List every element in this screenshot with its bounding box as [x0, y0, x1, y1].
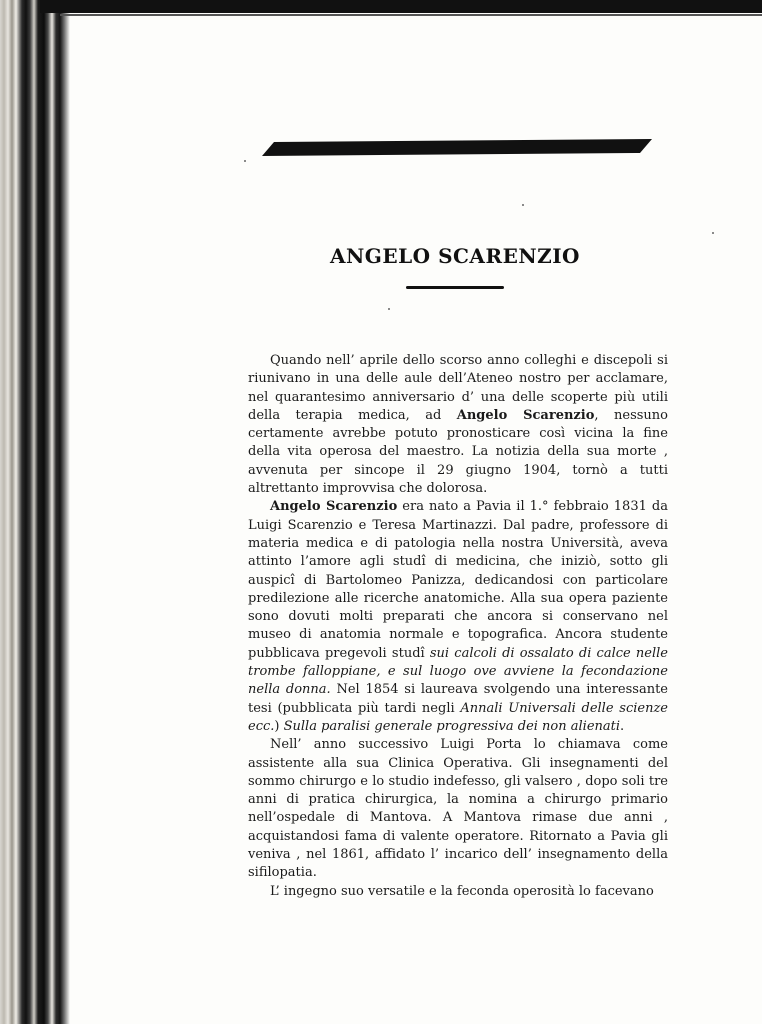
text-run: era nato a Pavia il 1.° febbraio 1831 da Luigi Scarenzio e Teresa Martinazzi. Dal padre, professore di materia medica e di patologia nella nostra Università, aveva attinto l’amore agli studî di medicina, che iniziò, sotto gli auspicî di Bartolomeo Panizza, dedicandosi con particolare predilezione alle ricerche anatomiche. Alla sua opera paziente sono dovuti molti preparati che ancora si conservano nel museo di anatomia normale e topografica. Ancora studente pubblicava pregevoli studî: [248, 499, 668, 661]
italic-run: sui calcoli di ossalato di calce nelle trombe falloppiane, e sul luogo ove avviene la fecondazione nella donna.: [248, 645, 668, 698]
bold-run: Angelo Scarenzio: [456, 407, 595, 423]
text-run: L’ ingegno suo versatile e la feconda operosità lo facevano: [270, 883, 654, 899]
italic-run: Annali Universali delle scienze ecc.: [248, 700, 668, 734]
paragraph: [248, 883, 668, 901]
page-title: ANGELO SCARENZIO: [330, 244, 580, 268]
speck: [712, 232, 714, 234]
text-run: , nessuno certamente avrebbe potuto pronosticare così vicina la fine della vita operosa del maestro. La notizia della sua morte , avvenuta per sincope il 29 giugno 1904, tornò a tutti altrettanto improvvisa che dolorosa.: [248, 407, 668, 497]
text-run: ): [274, 718, 284, 734]
italic-run: Sulla paralisi generale progressiva dei non alienati: [283, 718, 621, 734]
text-run: Nell’ anno successivo Luigi Porta lo chiamava come assistente alla sua Clinica Operativa. Gli insegnamenti del sommo chirurgo e lo studio indefesso, gli valsero , dopo soli tre anni di pratica chirurgica, la nomina a chirurgo primario nell’ospedale di Mantova. A Mantova rimase due anni , acquistandosi fama di valente operatore. Ritornato a Pavia gli veniva , nel 1861, affidato l’ incarico dell’ insegnamento della sifilopatia.: [248, 737, 668, 881]
body-text: [248, 352, 668, 901]
paragraph: [248, 498, 668, 736]
bold-run: Angelo Scarenzio: [270, 499, 398, 515]
paragraph: [248, 352, 668, 498]
speck: [244, 160, 246, 162]
speck: [522, 204, 524, 206]
page-top-edge: [40, 0, 762, 13]
book-binding-edge: [0, 0, 70, 1024]
speck: [388, 308, 390, 310]
text-run: .: [620, 718, 625, 734]
title-rule: [406, 286, 504, 289]
paragraph: [248, 736, 668, 882]
text-run: Nel 1854 si laureava svolgendo una interessante tesi (pubblicata più tardi negli: [248, 682, 669, 716]
text-run: Quando nell’ aprile dello scorso anno colleghi e discepoli si riunivano in una delle aule dell’Ateneo nostro per acclamare, nel quarantesimo anniversario d’ una delle scoperte più utili della terapia medica, ad: [248, 353, 668, 423]
page-top-edge-line: [60, 14, 762, 16]
decorative-banner: [262, 139, 652, 156]
